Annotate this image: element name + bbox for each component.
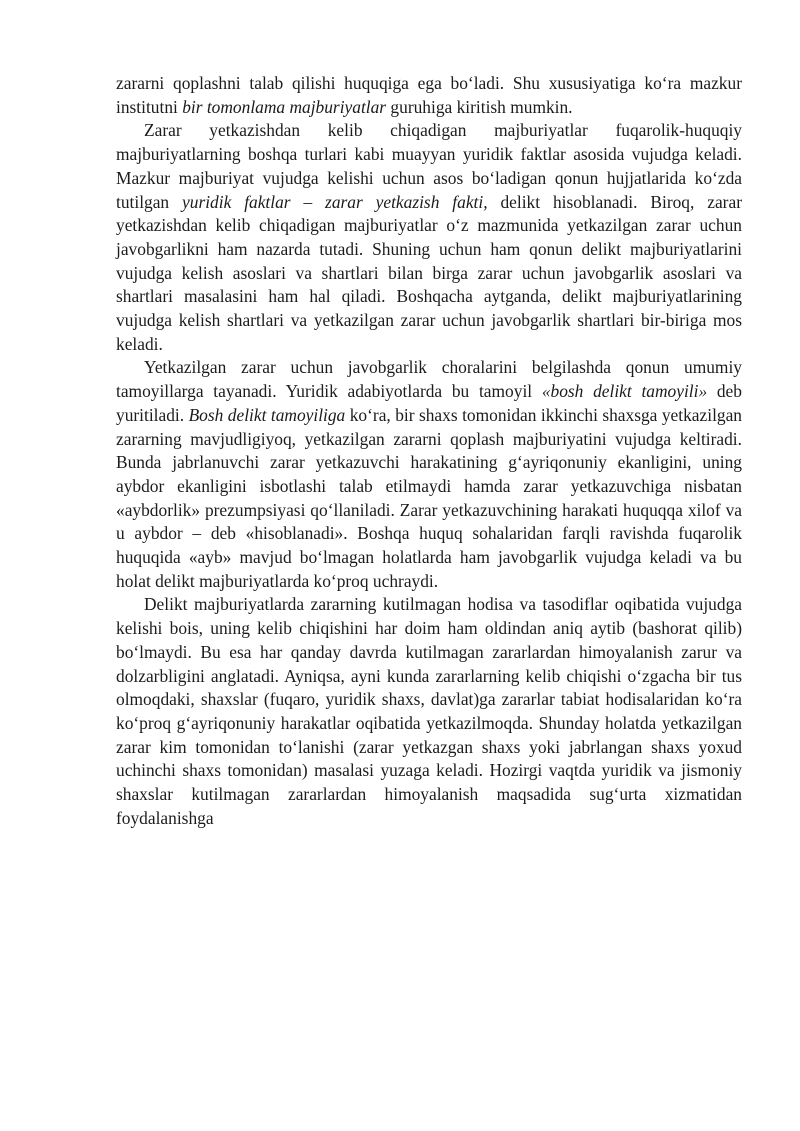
text-segment: Delikt majburiyatlarda zararning kutilmagan hodisa va tasodiflar oqibatida vujudga kelishi bois, uning kelib chiqishini har doim ham oldindan aniq aytib (bashorat qilib) bo‘lmaydi. Bu esa har qanday davrda kutilmagan zararlardan himoyalanish zarur va dolzarbligini anglatadi. Ayniqsa, ayni kunda zararlarning kelib chiqishi o‘zgacha bir tus olmoqdaki, shaxslar (fuqaro, yuridik shaxs, davlat)ga zararlar tabiat hodisalaridan ko‘ra ko‘proq g‘ayriqonuniy harakatlar oqibatida yetkazilmoqda. Shunday holatda yetkazilgan zarar kim tomonidan to‘lanishi (zarar yetkazgan shaxs yoki jabrlangan shaxs yoxud uchinchi shaxs tomonidan) masalasi yuzaga keladi. Hozirgi vaqtda yuridik va jismoniy shaxslar kutilmagan zararlardan himoyalanish maqsadida sug‘urta xizmatidan foydalanishga [116,594,742,828]
text-segment: deb yuritiladi. [116,381,742,425]
paragraph [116,356,742,593]
italic-term: «bosh delikt tamoyili» [541,381,708,402]
paragraph [116,593,742,830]
text-segment: delikt hisoblanadi. Biroq, zarar yetkazishdan kelib chiqadigan majburiyatlar o‘z mazmunida yetkazilgan zarar uchun javobgarlikni ham nazarda tutadi. Shuning uchun ham qonun delikt majburiyatlarini vujudga kelish asoslari va shartlari bilan birga zarar uchun javobgarlik asoslari va shartlari masalasini ham hal qiladi. Boshqacha aytganda, delikt majburiyatlarining vujudga kelish shartlari va yetkazilgan zarar uchun javobgarlik shartlari bir-biriga mos keladi. [116,191,742,354]
paragraph-continuation [116,72,742,119]
italic-term: bir tomonlama majburiyatlar [182,96,387,117]
italic-term: yuridik faktlar – zarar yetkazish fakti, [182,191,488,212]
paragraph [116,119,742,356]
italic-term: Bosh delikt tamoyiliga [188,404,346,425]
document-page [116,72,742,831]
text-segment: guruhiga kiritish mumkin. [386,96,573,117]
text-segment: Zarar yetkazishdan kelib chiqadigan majburiyatlar fuqarolik-huquqiy majburiyatlarning boshqa turlari kabi muayyan yuridik faktlar asosida vujudga keladi. Mazkur majburiyat vujudga kelishi uchun asos bo‘ladigan qonun hujjatlarida ko‘zda tutilgan [116,120,742,212]
text-segment: ko‘ra, bir shaxs tomonidan ikkinchi shaxsga yetkazilgan zararning mavjudligiyoq, yetkazilgan zararni qoplash majburiyatini vujudga keltiradi. Bunda jabrlanuvchi zarar yetkazuvchi harakatining g‘ayriqonuniy ekanligini, uning aybdor ekanligini isbotlashi talab etilmaydi hamda zarar yetkazuvchiga nisbatan «aybdorlik» prezumpsiyasi qo‘llaniladi. Zarar yetkazuvchining harakati huquqqa xilof va u aybdor – deb «hisoblanadi». Boshqa huquq sohalaridan farqli ravishda fuqarolik huquqida «ayb» mavjud bo‘lmagan holatlarda ham javobgarlik vujudga keladi va bu holat delikt majburiyatlarda ko‘proq uchraydi. [116,404,743,591]
text-segment: Yetkazilgan zarar uchun javobgarlik choralarini belgilashda qonun umumiy tamoyillarga tayanadi. Yuridik adabiyotlarda bu tamoyil [116,357,742,402]
text-segment: zararni qoplashni talab qilishi huquqiga ega bo‘ladi. Shu xususiyatiga ko‘ra mazkur institutni [116,73,742,117]
